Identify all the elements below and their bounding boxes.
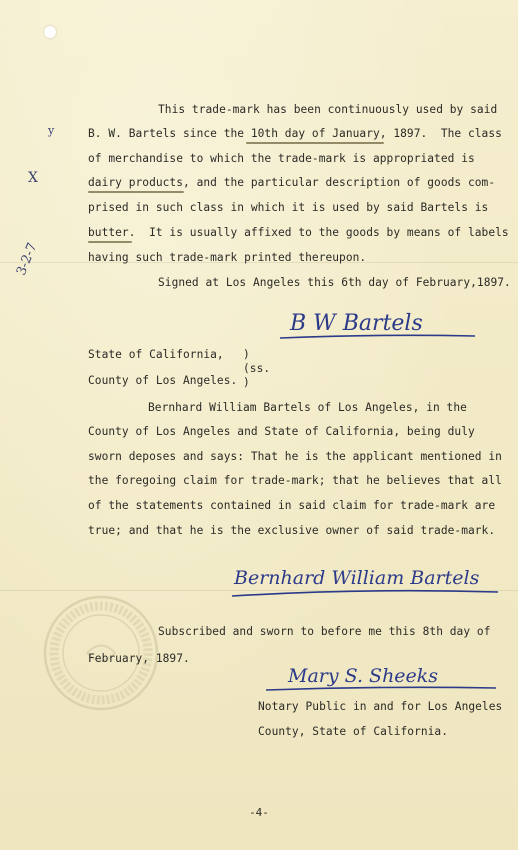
signature-text: Mary S. Sheeks: [288, 665, 439, 687]
margin-note-y: y: [48, 124, 55, 137]
signature-bartels-full: [226, 556, 504, 604]
affidavit-line: of the statements contained in said claim for trade-mark are: [88, 499, 496, 512]
venue-state: State of California,: [88, 348, 224, 361]
signature-bartels-initials: [270, 304, 480, 346]
signature-notary: [260, 656, 500, 698]
signed-line: Signed at Los Angeles this 6th day of February,1897.: [158, 276, 511, 289]
paragraph-line: This trade-mark has been continuously used by said: [158, 103, 498, 116]
paragraph-line: of merchandise to which the trade-mark is appropriated is: [88, 152, 475, 165]
hand-underline: [88, 191, 184, 193]
paragraph-line: butter. It is usually affixed to the goods by means of labels: [88, 226, 509, 239]
notary-county: County, State of California.: [258, 725, 448, 738]
paragraph-line: B. W. Bartels since the 10th day of January, 1897. The class: [88, 127, 502, 140]
notary-title: Notary Public in and for Los Angeles: [258, 700, 503, 713]
venue-bracket: ): [243, 376, 250, 389]
hand-underline: [88, 241, 132, 243]
affidavit-line: Bernhard William Bartels of Los Angeles, in the: [148, 401, 467, 414]
affidavit-line: County of Los Angeles and State of California, being duly: [88, 425, 475, 438]
signature-text: B W Bartels: [290, 311, 423, 336]
affidavit-line: sworn deposes and says: That he is the applicant mentioned in: [88, 450, 502, 463]
paragraph-line: dairy products, and the particular description of goods com-: [88, 176, 496, 189]
affidavit-line: the foregoing claim for trade-mark; that he believes that all: [88, 474, 502, 487]
punch-hole: [44, 26, 56, 38]
hand-underline: [246, 142, 384, 144]
signature-text: Bernhard William Bartels: [234, 567, 480, 589]
paragraph-line: having such trade-mark printed thereupon.: [88, 251, 367, 264]
venue-county: County of Los Angeles.: [88, 374, 238, 387]
affidavit-line: true; and that he is the exclusive owner of said trade-mark.: [88, 524, 496, 537]
margin-note-number: 3-2-7: [14, 240, 41, 278]
paragraph-line: prised in such class in which it is used by said Bartels is: [88, 201, 489, 214]
jurat-line: Subscribed and sworn to before me this 8th day of: [158, 625, 491, 638]
margin-note-x: X: [28, 170, 38, 186]
venue-bracket: ): [243, 348, 250, 361]
venue-ss: (ss.: [243, 362, 271, 375]
page-number: -4-: [249, 806, 269, 819]
jurat-line: February, 1897.: [88, 652, 190, 665]
